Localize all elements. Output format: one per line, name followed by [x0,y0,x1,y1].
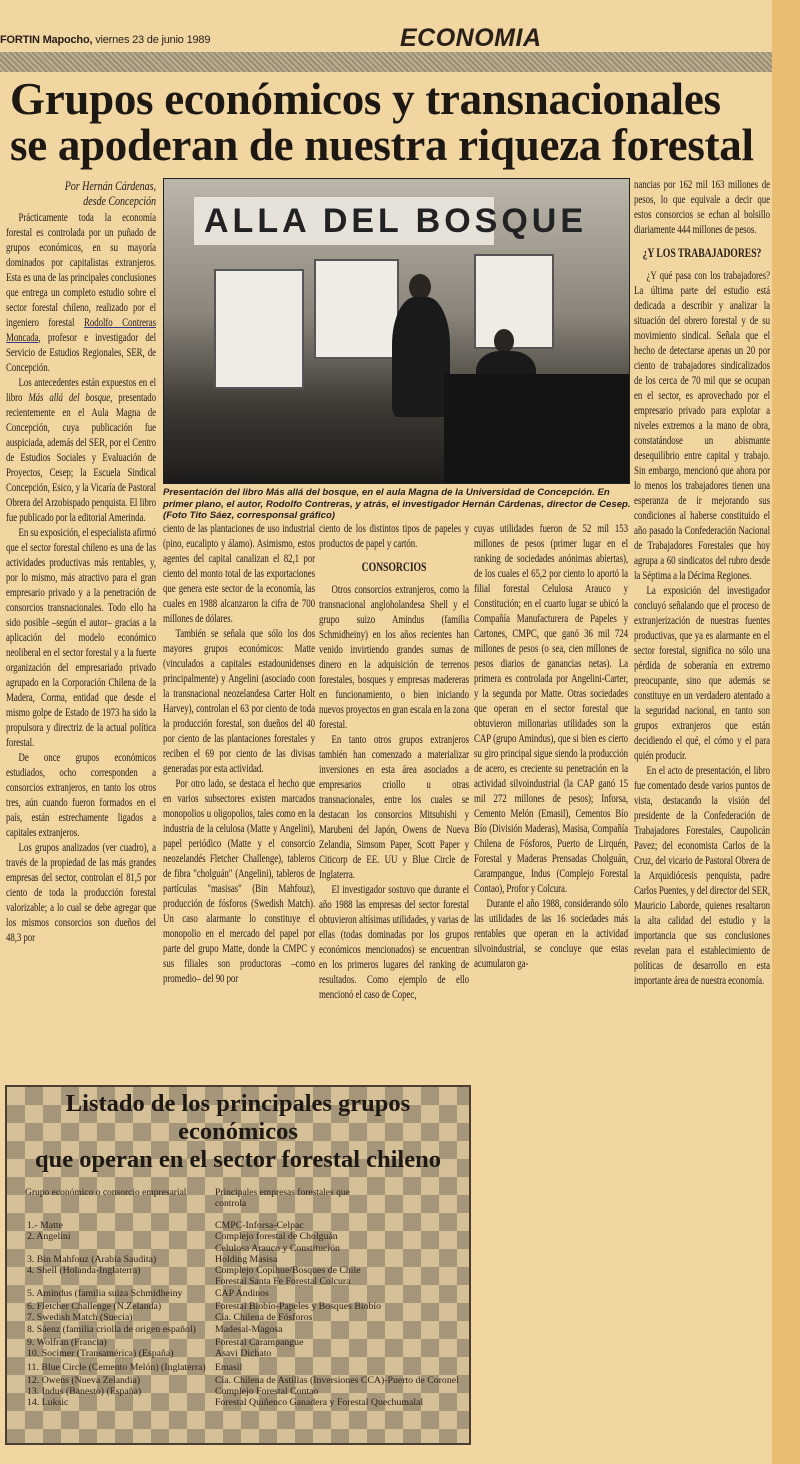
photo-person-head [494,329,514,353]
section-title: ECONOMIA [400,24,542,52]
table-row [15,1265,469,1276]
table-rows [15,1220,469,1409]
photo-caption: Presentación del libro Más allá del bosque, en el aula Magna de la Universidad de Concepción. En primer plano, el autor, Rodolfo Contreras, y atrás, el investigador Hernán Cárdenas, director de Cesep. (Foto Tito Sáez, corresponsal gráfico) [163,487,631,521]
group-name: 6. Fletcher Challenge (N.Zelanda) [27,1301,162,1313]
group-name: 5. Amindus (familia suiza Schmidheiny [27,1287,183,1299]
paragraph: nancias por 162 mil 163 millones de pesos, lo que equivale a decir que estos consorcios se echan al bolsillo diariamente 444 millones de pesos. [634,179,770,236]
companies: Complejo Copihue/Bosques de Chile [215,1265,361,1277]
companies: Complejo forestal de Cholguán [215,1231,338,1243]
headline-line: Grupos económicos y transnacionales [10,74,721,124]
group-name: 11. Blue Circle (Cemento Melón) (Inglaterra) [27,1361,206,1373]
paragraph [6,211,156,376]
text: Los antecedentes están expuestos en el libro [6,377,156,404]
companies: Celulosa Arauco y Constitución [215,1242,340,1254]
column-3 [319,522,469,1003]
table-title [7,1090,469,1174]
table-title-line: Listado de los principales grupos económicos [65,1090,411,1145]
paragraph: ¿Y qué pasa con los trabajadores? La última parte del estudio está dedicada a describir y analizar la situación del obrero forestal y de su movimiento sindical. Señala que el hecho de detectarse apenas un 20 por ciento de trabajadores sindicalizados de los cerca de 70 mil que se ocupan en el sector, es aprovechado por el empresario privado para explotar a niveles extremos a la mano de obra, constatándose un abismante desequilibrio entre capital y trabajo. Sin embargo, mencionó que ahora por lo menos los trabajadores tienen una esperanza de ir mejorando sus condiciones al haberse constituido el año pasado la Confederación Nacional de Trabajadores Forestales que hoy agrupa a 60 sindicatos del rubro desde la Séptima a la Décima Regiones. [634,270,770,582]
column-text [319,522,469,1003]
paragraph: En tanto otros grupos extranjeros también han comenzado a materializar inversiones en esta área asociados a empresarios criollo u otras transnacionales, entre los cuales se destacan los consorcios Mitsubishi y Marubeni del Japón, Owens de Nueva Zelandia, Simsom Paper, Scott Paper y Citicorp de EE. UU y Blue Circle de Inglaterra. [319,734,469,881]
table-title-line: que operan en el sector forestal chileno [34,1146,441,1173]
paragraph: Durante el año 1988, considerando sólo las utilidades de las 16 sociedades más rentables que operan en la actividad silvoindustrial, se concluye que estas acumularon ga- [474,898,628,970]
underlined-author-name: Rodolfo Contreras Moncada [6,317,156,344]
group-name: 3. Bin Mahfouz (Arabia Saudita) [27,1253,157,1265]
subheading-trabajadores: ¿Y LOS TRABAJADORES? [642,246,762,260]
table-row [15,1312,469,1323]
group-name: 9. Wolfran (Francia) [27,1336,107,1348]
headline-line: se apoderan de nuestra riqueza forestal [10,120,754,170]
companies: Madesal-Magosa [215,1323,283,1335]
column-2 [163,522,315,987]
paragraph: cuyas utilidades fueron de 52 mil 153 millones de pesos (primer lugar en el ranking de sociedades anónimas abiertas), de los cuales el 65,2 por ciento lo aportó la filial forestal Celulosa Arauco y Constitución; en el cuarto lugar se ubicó la Compañía Manufacturera de Papeles y Cartones, CMPC, que ganó 36 mil 724 millones de pesos (o sea, cien millones de pesos diarios de ganancias netas). La primera es controlada por Angelini-Carter, y la segunda por Matte. Otras sociedades que operan en el sector forestal que obtuvieron millonarias utilidades son la CAP (grupo Amindus), que si bien es cierto su giro principal sigue siendo la producción de acero, es creciente su penetración en la actividad silvoindustrial (la CAP ganó 15 mil 272 millones de pesos); Inforsa, Cemento Melón (Emasil), Cementos Bío Bío (División Maderas), Masisa, Compañía Chilena de Fósforos, Puerto de Lirquén, Forestal y Maderas Prensadas Cholguán, Carampangue, Indus (Complejo Forestal Contao), Profor y Colcura. [474,523,628,895]
paragraph: Los grupos analizados (ver cuadro), a través de la propiedad de las más grandes empresas del sector, controlan el 81,5 por ciento de toda la producción forestal valorizable; a lo cual se debe agregar que los mismos consorcios son dueños del 48,3 por [6,842,156,944]
companies: Holding Masisa [215,1253,278,1265]
table-row [15,1231,469,1242]
companies: Cía. Chilena de Fósforos [215,1312,313,1324]
byline-location: desde Concepción [83,193,156,208]
group-name: 13. Indus (Banesto) (España) [27,1386,142,1398]
column-5 [634,178,770,989]
text: , profesor e investigador del Servicio de Estudios Regionales, SER, de Concepción. [6,332,156,374]
byline [6,178,156,208]
table-header [25,1188,469,1210]
group-name: 10. Socimer (Transamérica) (España) [27,1348,174,1360]
book-title: Más allá del bosque [28,392,111,404]
photo-table [444,374,630,484]
masthead [0,34,210,46]
group-name: 4. Shell (Holanda-Inglaterra) [27,1265,141,1277]
groups-table-box [5,1085,471,1445]
group-name [15,1276,215,1287]
paragraph: También se señala que sólo los dos mayores grupos económicos: Matte (vinculados a capitales estadounidenses principalmente) y Angelini (asociado coon la transnacional neozelandesa Carter Holt Harvey), controlan el 63 por ciento de toda la producción forestal, son dueños del 40 por ciento de las plantaciones forestales y reciben el 69 por ciento de las divisas generadas por esta actividad. [163,628,315,775]
companies: Cía. Chilena de Astillas (Inversiones CCA)-Puerto de Coronel [215,1374,459,1386]
companies: CAP Andinos [215,1287,269,1299]
table-row [15,1386,469,1397]
paragraph: Por otro lado, se destaca el hecho que en varios subsectores existen marcados monopolios u oligopolios, tales como en la industria de la celulosa (Matte y Angelini), papel periódico (Matte y el consorcio neozelandés Fletcher Challenge), tableros de fibra "cholguán" (Angelini), tableros de partículas "masisas" (Bin Mahfouz), producción de fósforos (Swedish Match). Un caso alarmante lo constituye el monopolio en el mercado del papel por parte del grupo Matte, donde la CMPC y sus filiales son productoras –como promedio– del 90 por [163,778,315,985]
table-row [15,1324,469,1335]
photo-banner: ALLA DEL BOSQUE [194,197,494,245]
companies: CMPC-Inforsa-Celpac [215,1220,304,1231]
column-text [634,178,770,989]
header-companies: Principales empresas forestales que controla [215,1188,350,1209]
table-row [15,1362,469,1373]
headline [10,76,770,168]
table-row [15,1348,469,1359]
paragraph [6,376,156,526]
companies: Forestal Santa Fe Forestal Colcura [215,1276,351,1288]
paragraph: El investigador sostuvo que durante el año 1988 las empresas del sector forestal obtuvieron altísimas utilidades, y varias de ellas (todas dominadas por los grupos económicos mencionados) se encuentran en los primeros lugares del ranking de resultados. Como ejemplo de ello mencionó el caso de Copec, [319,884,469,1001]
group-name: 2. Angelini [27,1231,71,1243]
group-name: 12. Owens (Nueva Zelandia) [27,1374,141,1386]
companies: Forestal Carampangue [215,1336,304,1348]
group-name [15,1243,215,1254]
article-photo [163,178,630,484]
photo-person [392,297,450,417]
photo-poster [474,254,554,349]
column-text [163,522,315,987]
table-row [15,1276,469,1287]
companies: Complejo Forestal Contao [215,1386,319,1398]
table-row [15,1243,469,1254]
group-name: 7. Swedish Match (Suecia) [27,1312,133,1324]
column-1 [6,176,156,946]
newspaper-name: FORTIN Mapocho, [0,34,93,46]
table-row [15,1288,469,1299]
photo-poster [214,269,304,389]
text: Prácticamente toda la economía forestal es controlada por un puñado de grupos económicos, en su mayoría dominados por capitalistas extranjeros. Esta es una de las principales conclusiones que entrega un completo estudio sobre el sector forestal chileno, realizado por el ingeniero forestal [6,212,156,329]
text: , presentado recientemente en el Aula Magna de Concepción, cuya publicación fue auspiciada, además del SER, por el Centro de Estudios Sociales y Evaluación de Proyectos, Cesep; la Escuela Sindical Concepción, Esico, y la Vicaría de Pastoral Obrera del Arzobispado penquista. El libro fue publicado por la editorial Amerinda. [6,392,156,524]
paragraph: ciento de las plantaciones de uso industrial (pino, eucalipto y álamo). Asimismo, estos agentes del capital canalizan el 82,1 por ciento del monto total de las exportaciones que genera este sector de la economía, las cuales en 1988 alcanzaron la cifra de 700 millones de dólares. [163,523,315,625]
group-name: 8. Sáenz (familia criolla de origen español) [27,1323,196,1335]
paragraph: De once grupos económicos estudiados, ocho corresponden a consorcios extranjeros, en tanto los otros tres, aún cuando fueron formados en el país, están estrechamente ligados a capitales extranjeros. [6,752,156,839]
table-row [15,1254,469,1265]
paragraph: En el acto de presentación, el libro fue comentado desde varios puntos de vista, destacando la visión del presidente de la Confederación de Trabajadores Forestales, Caupolicán Pavez; del economista Carlos de la Cruz, del vicario de Pastoral Obrera de la Arquidiócesis penquista, padre Carlos Puentes, y del director del SER, Mauricio Laborde, quienes resaltaron la alta calidad del estudio y la importancia que sus conclusiones revelan para el establecimiento de políticas de desarrollo en esta importante área de nuestra economía. [634,765,770,987]
column-4 [474,522,628,972]
table-row [15,1375,469,1386]
companies: Forestal Biobío-Papeles y Bosques Biobío [215,1301,381,1313]
photo-poster [314,259,399,359]
paragraph: La exposición del investigador concluyó señalando que el proceso de extranjerización de nuestras fuentes productivas, que ya es alarmante en el sector forestal, significa no sólo una pérdida de soberanía en extremo preocupante, sino que además se constituye en un verdadero atentado a la seguridad nacional, en tanto son grupos extranjeros que están decidiendo el qué, el cómo y el para quién producir. [634,585,770,762]
table-row [15,1220,469,1231]
table-row [15,1397,469,1408]
paragraph: Otros consorcios extranjeros, como la transnacional angloholandesa Shell y el grupo suizo Amindus (familia Schmidheiny) en los años recientes han venido invirtiendo grandes sumas de dinero en la adquisición de terrenos forestales, bosques y empresas madereras en funcionamiento, o bien iniciando nuevos proyectos en gran escala en la zona forestal. [319,584,469,731]
byline-author: Por Hernán Cárdenas, [64,178,156,193]
column-text [474,522,628,972]
issue-date: viernes 23 de junio 1989 [95,34,211,46]
table-row [15,1337,469,1348]
column-text [6,178,156,946]
group-name: 1.- Matte [27,1220,63,1231]
page-edge [772,0,800,1464]
paragraph: En su exposición, el especialista afirmó que el sector forestal chileno es una de las actividades productivas más rentables, y, por lo mismo, más atractivo para el gran empresario privado y a la penetración de consorcios transnacionales. Todo ello ha sido posible –según el autor– gracias a la aplicación del modelo económico neoliberal en el sector forestal y a la fuerte organización del empresariado privado agrupado en la Corporación Chilena de la Madera, Corma, entidad que desde el mismo golpe de Estado de 1973 ha sido la propulsora y directriz de la actual política forestal. [6,527,157,749]
paragraph: ciento de los distintos tipos de papeles y productos de papel y cartón. [319,523,469,550]
companies: Asavi Dichato [215,1348,272,1360]
companies: Emasil [215,1361,243,1373]
table-row [15,1301,469,1312]
header-group: Grupo económico o consorcio empresarial [25,1188,187,1198]
companies: Forestal Quiñenco Ganadera y Forestal Quechumalal [215,1397,424,1409]
halftone-band [0,52,772,72]
group-name: 14. Luksic [27,1397,69,1409]
subheading-consorcios: CONSORCIOS [361,560,427,574]
